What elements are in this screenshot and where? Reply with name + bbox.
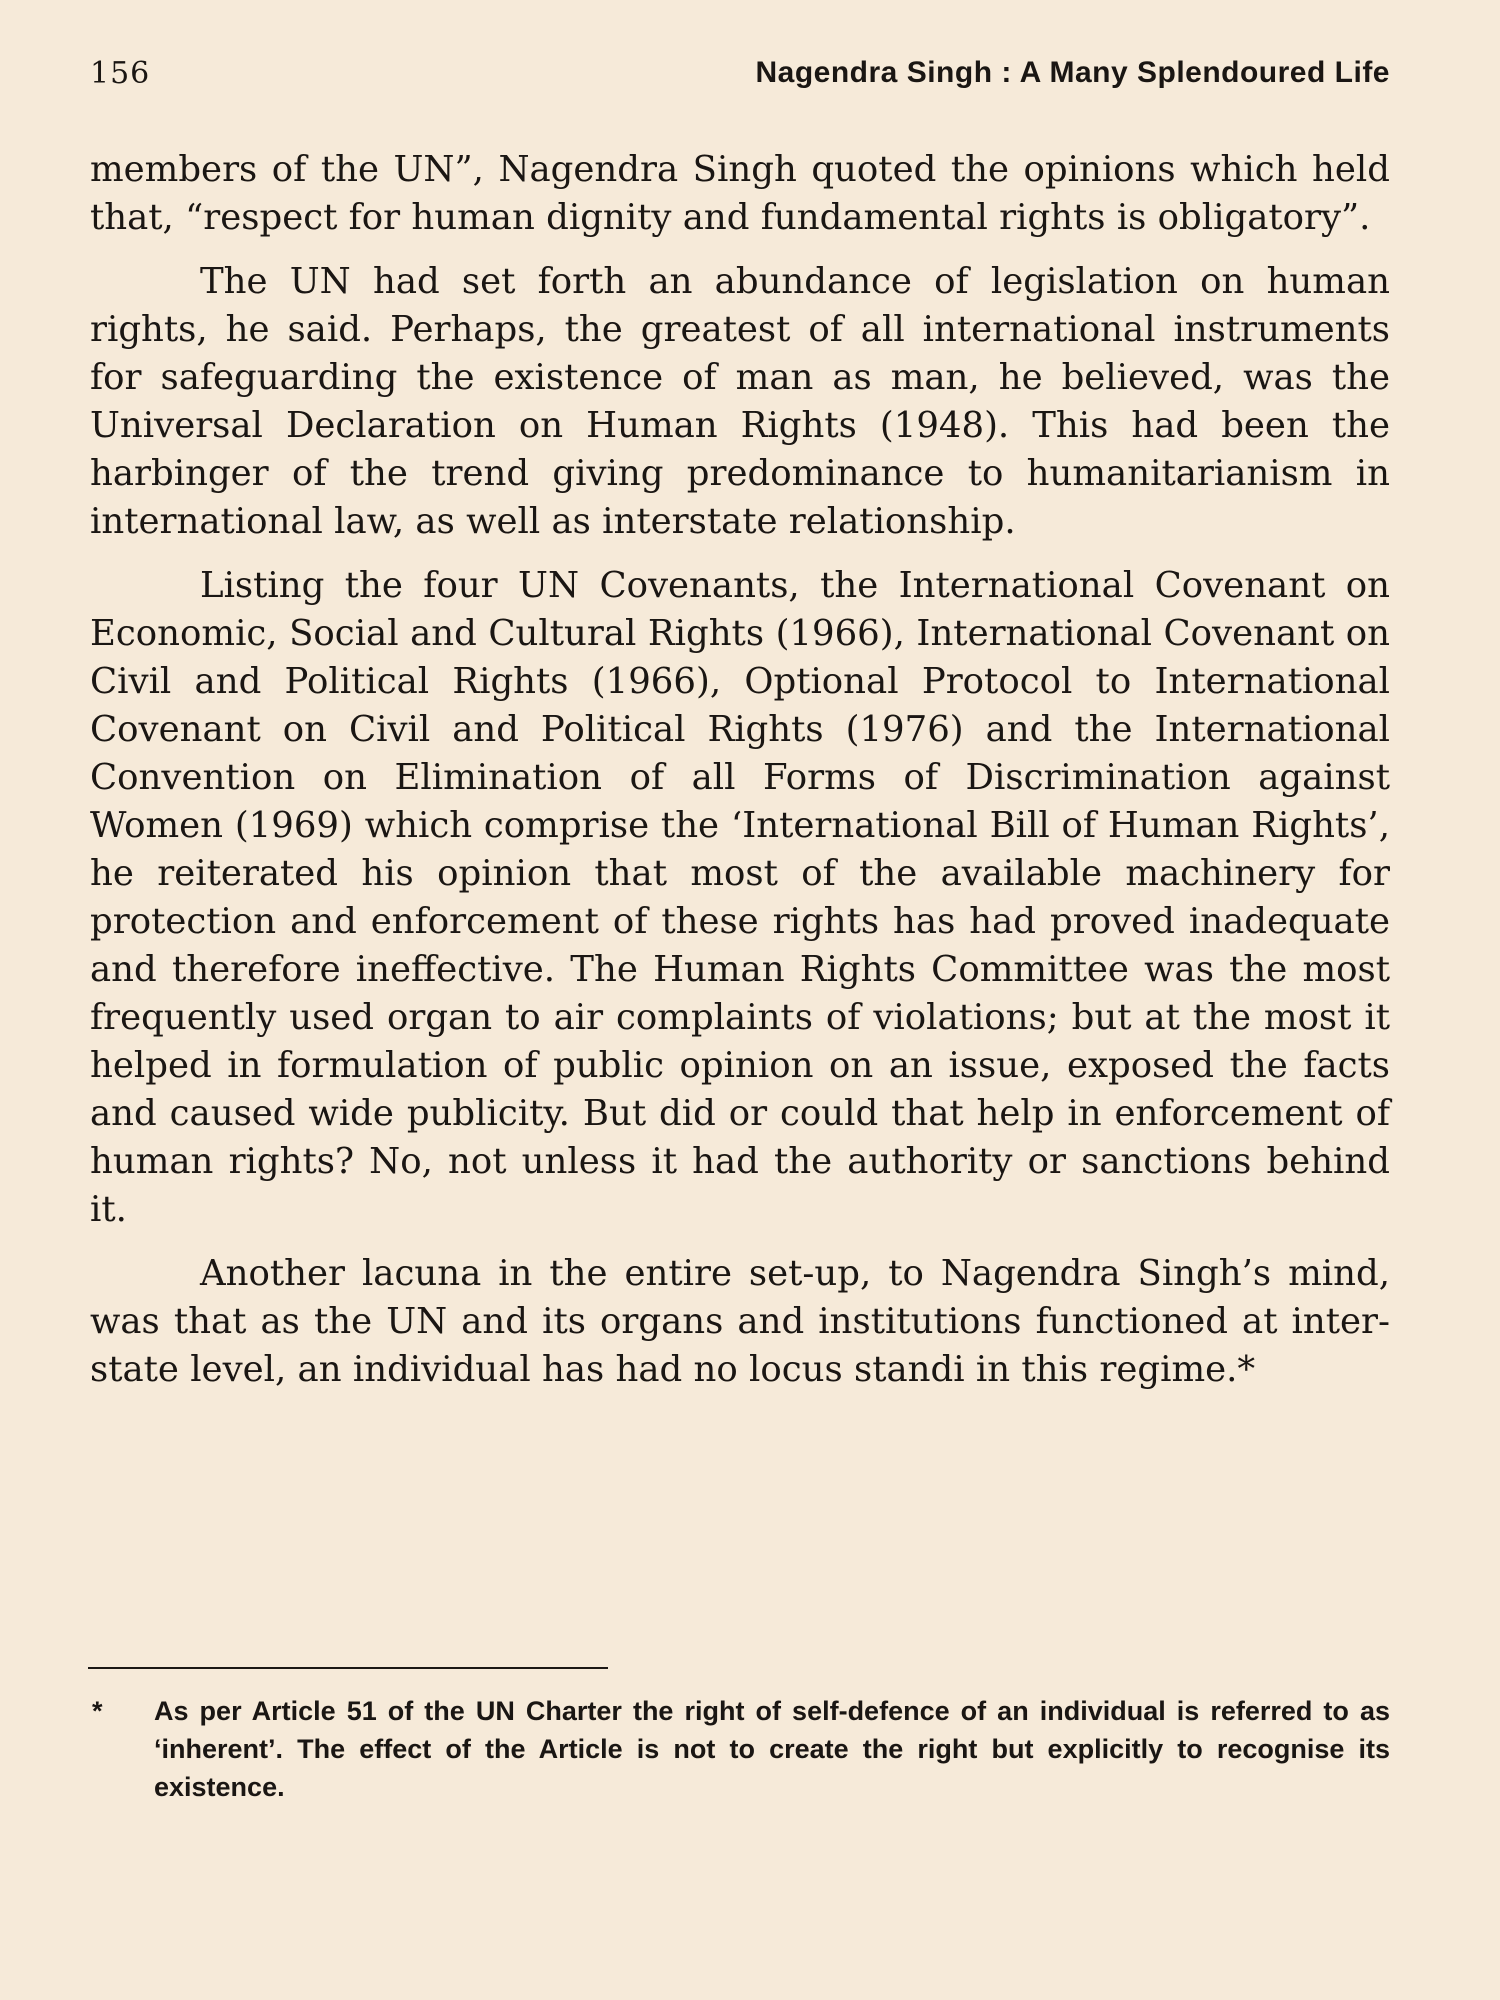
- footnote-divider: [88, 1667, 608, 1669]
- footnote-marker: *: [92, 1696, 103, 1726]
- paragraph-3: Listing the four UN Covenants, the International Covenant on Economic, Social and Cultural Rights (1966), International Covenant on Civil and Political Rights (1966), Optional Protocol to International Covenant on Civil and Political Rights (1976) and the International Convention on Elimination of all Forms of Discrimination against Women (1969) which comprise the ‘International Bill of Human Rights’, he reiterated his opinion that most of the available machinery for protection and enforcement of these rights has had proved inadequate and therefore ineffective. The Human Rights Committee was the most frequently used organ to air complaints of violations; but at the most it helped in formulation of public opinion on an issue, exposed the facts and caused wide publicity. But did or could that help in enforcement of human rights? No, not unless it had the authority or sanctions behind it.: [90, 565, 1390, 1230]
- body-text: [90, 146, 1390, 1394]
- running-title: Nagendra Singh : A Many Splendoured Life: [755, 56, 1390, 89]
- footnote: [92, 1692, 1390, 1806]
- paragraph-1: members of the UN”, Nagendra Singh quoted the opinions which held that, “respect for human dignity and fundamental rights is obligatory”.: [90, 149, 1390, 238]
- paragraph-2: The UN had set forth an abundance of legislation on human rights, he said. Perhaps, the greatest of all international instruments for safeguarding the existence of man as man, he believed, was the Universal Declaration on Human Rights (1948). This had been the harbinger of the trend giving predominance to humanitarianism in international law, as well as interstate relationship.: [90, 261, 1390, 542]
- footnote-text: As per Article 51 of the UN Charter the right of self-defence of an individual is referred to as ‘inherent’. The effect of the Article is not to create the right but explicitly to recognise its existence.: [154, 1696, 1390, 1802]
- page-number: 156: [90, 56, 151, 91]
- paragraph-4: Another lacuna in the entire set-up, to Nagendra Singh’s mind, was that as the UN and its organs and institutions functioned at inter-state level, an individual has had no locus standi in this regime.*: [90, 1253, 1390, 1390]
